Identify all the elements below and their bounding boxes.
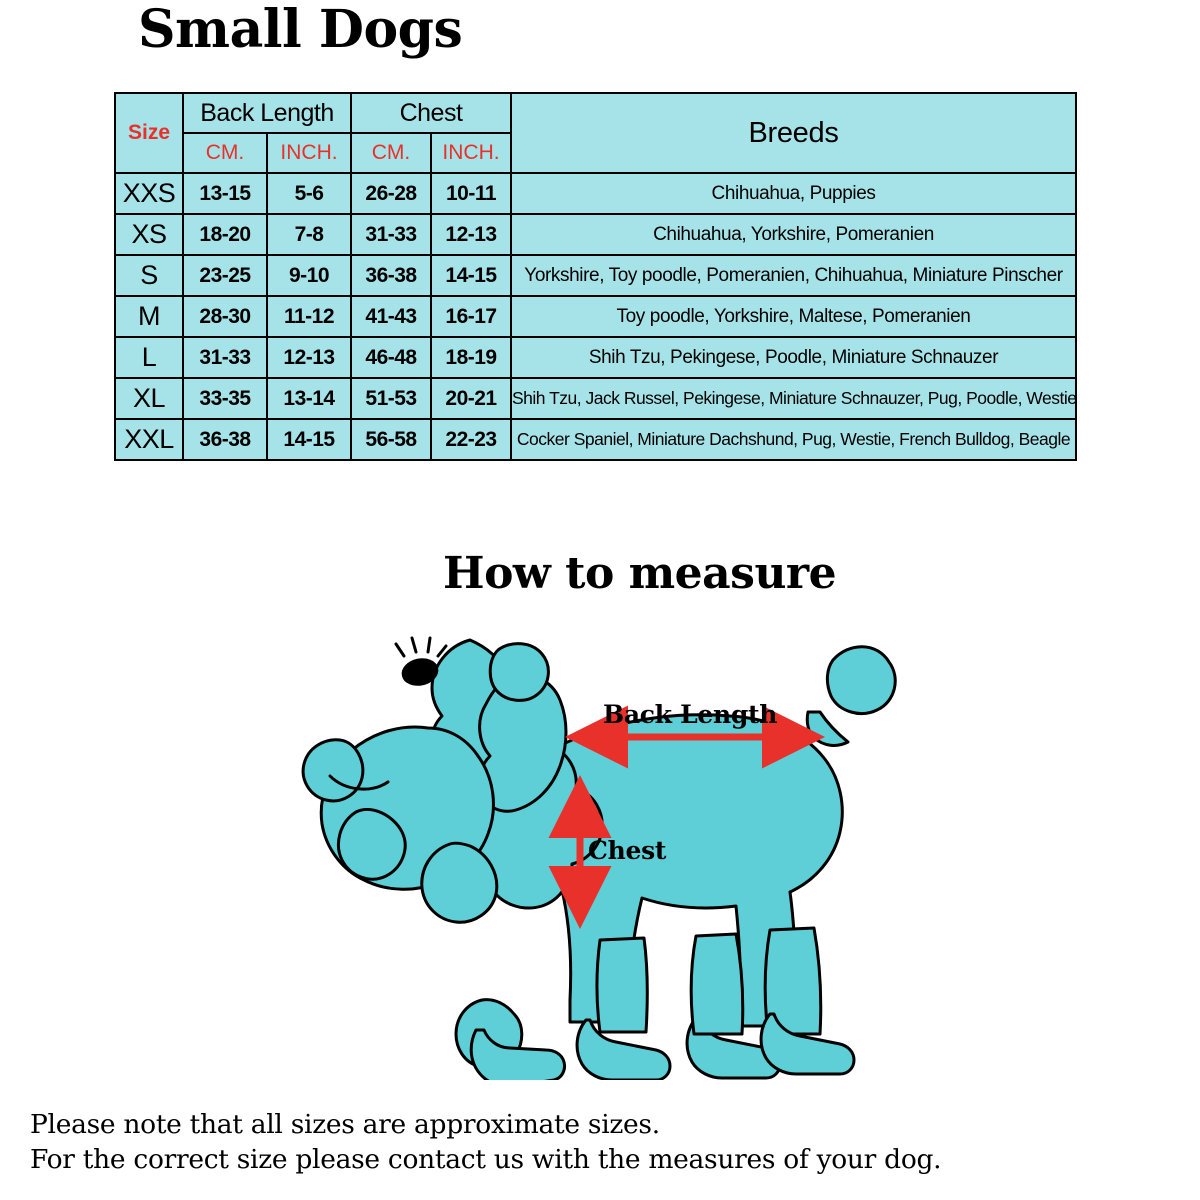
header-back-length-cm: CM. — [183, 133, 267, 173]
cell-back-length-inch: 9-10 — [267, 255, 351, 296]
cell-chest-inch: 16-17 — [431, 296, 511, 337]
cell-chest-inch: 14-15 — [431, 255, 511, 296]
table-row — [115, 173, 1076, 214]
cell-back-length-cm: 23-25 — [183, 255, 267, 296]
cell-breeds: Shih Tzu, Pekingese, Poodle, Miniature Schnauzer — [511, 337, 1076, 378]
header-chest-cm: CM. — [351, 133, 431, 173]
table-row — [115, 255, 1076, 296]
cell-back-length-cm: 33-35 — [183, 378, 267, 419]
cell-chest-cm: 31-33 — [351, 214, 431, 255]
cell-chest-inch: 22-23 — [431, 419, 511, 460]
cell-size: XS — [115, 214, 183, 255]
cell-back-length-cm: 13-15 — [183, 173, 267, 214]
cell-back-length-cm: 36-38 — [183, 419, 267, 460]
header-chest-inch: INCH. — [431, 133, 511, 173]
header-size: Size — [115, 93, 183, 173]
cell-breeds: Chihuahua, Puppies — [511, 173, 1076, 214]
cell-back-length-cm: 28-30 — [183, 296, 267, 337]
cell-back-length-inch: 7-8 — [267, 214, 351, 255]
table-row — [115, 419, 1076, 460]
table-row — [115, 214, 1076, 255]
cell-size: XL — [115, 378, 183, 419]
table-header-group-row — [115, 93, 1076, 133]
cell-back-length-inch: 5-6 — [267, 173, 351, 214]
table-row — [115, 337, 1076, 378]
cell-breeds: Yorkshire, Toy poodle, Pomeranien, Chihuahua, Miniature Pinscher — [511, 255, 1076, 296]
cell-size: S — [115, 255, 183, 296]
cell-chest-inch: 20-21 — [431, 378, 511, 419]
header-back-length-inch: INCH. — [267, 133, 351, 173]
table-row — [115, 378, 1076, 419]
size-chart-table — [114, 92, 1077, 461]
cell-breeds: Toy poodle, Yorkshire, Maltese, Pomeranien — [511, 296, 1076, 337]
cell-chest-cm: 46-48 — [351, 337, 431, 378]
cell-chest-cm: 36-38 — [351, 255, 431, 296]
cell-chest-cm: 56-58 — [351, 419, 431, 460]
cell-chest-inch: 10-11 — [431, 173, 511, 214]
header-chest: Chest — [351, 93, 511, 133]
size-chart-table-container — [114, 92, 1077, 461]
cell-chest-inch: 18-19 — [431, 337, 511, 378]
cell-chest-cm: 51-53 — [351, 378, 431, 419]
back-length-label: Back Length — [603, 700, 778, 729]
how-to-measure-heading: How to measure — [443, 548, 837, 599]
cell-chest-inch: 12-13 — [431, 214, 511, 255]
header-breeds: Breeds — [511, 93, 1076, 173]
footer-note — [30, 1108, 1180, 1178]
cell-back-length-cm: 31-33 — [183, 337, 267, 378]
cell-back-length-inch: 13-14 — [267, 378, 351, 419]
cell-breeds: Chihuahua, Yorkshire, Pomeranien — [511, 214, 1076, 255]
footer-line-2: For the correct size please contact us with the measures of your dog. — [30, 1143, 942, 1175]
cell-back-length-inch: 14-15 — [267, 419, 351, 460]
footer-line-1: Please note that all sizes are approximate sizes. — [30, 1109, 660, 1140]
header-back-length: Back Length — [183, 93, 351, 133]
chest-label: Chest — [588, 836, 667, 865]
cell-breeds: Shih Tzu, Jack Russel, Pekingese, Miniature Schnauzer, Pug, Poodle, Westie — [511, 378, 1076, 419]
cell-size: XXS — [115, 173, 183, 214]
cell-size: XXL — [115, 419, 183, 460]
cell-chest-cm: 41-43 — [351, 296, 431, 337]
cell-back-length-inch: 12-13 — [267, 337, 351, 378]
cell-chest-cm: 26-28 — [351, 173, 431, 214]
cell-back-length-inch: 11-12 — [267, 296, 351, 337]
cell-size: L — [115, 337, 183, 378]
cell-back-length-cm: 18-20 — [183, 214, 267, 255]
table-row — [115, 296, 1076, 337]
cell-breeds: Cocker Spaniel, Miniature Dachshund, Pug, Westie, French Bulldog, Beagle — [511, 419, 1076, 460]
page-title: Small Dogs — [138, 0, 463, 60]
cell-size: M — [115, 296, 183, 337]
